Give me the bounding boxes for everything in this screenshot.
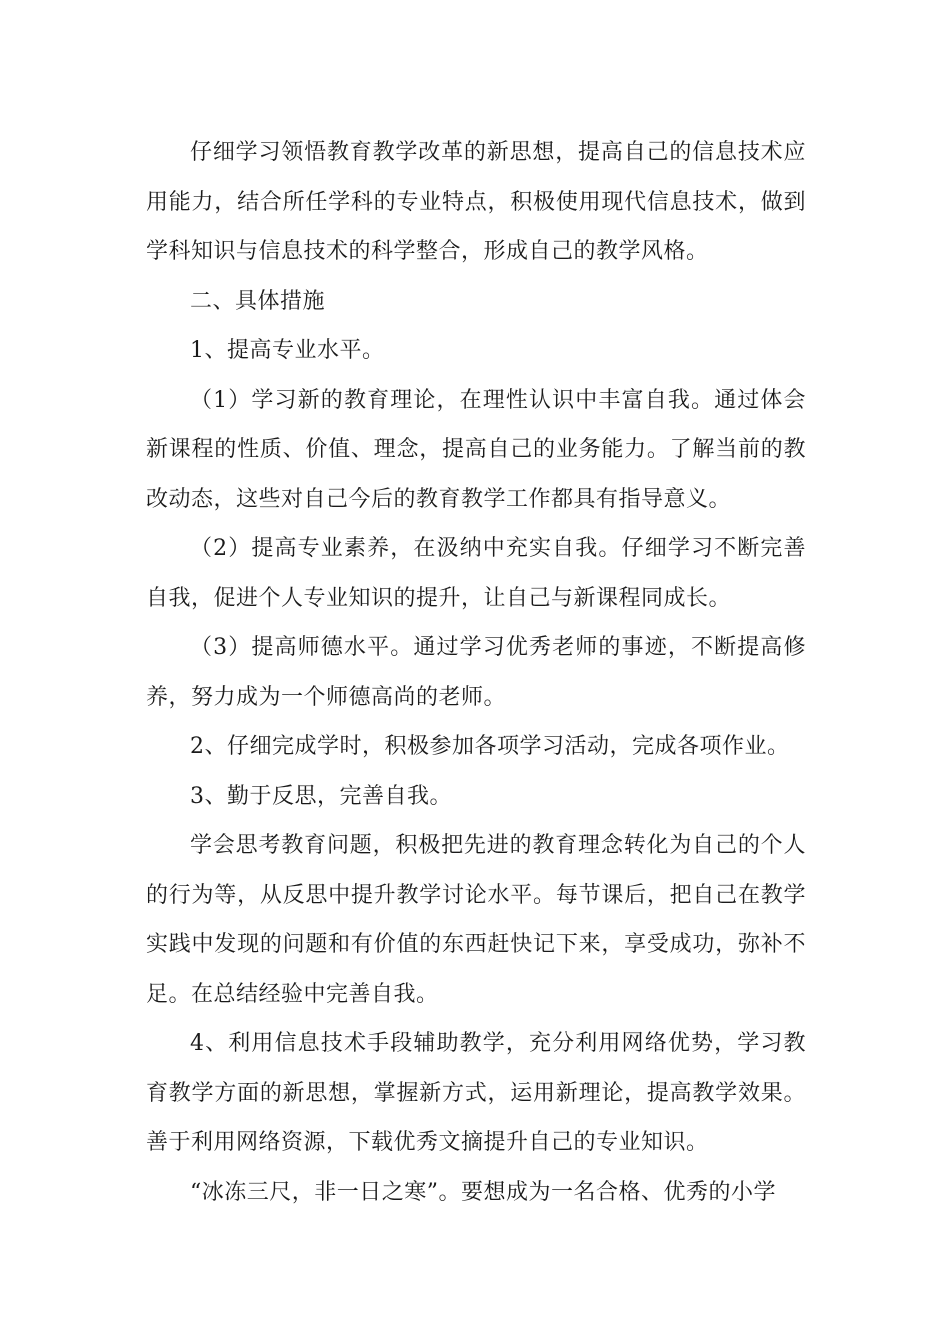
section-heading-measures: 二、具体措施 [190, 288, 326, 314]
subitem-3: （3）提高师德水平。通过学习优秀老师的事迹，不断提高修养，努力成为一个师德高尚的老师。 [146, 635, 806, 710]
subitem-1: （1）学习新的教育理论，在理性认识中丰富自我。通过体会新课程的性质、价值、理念，提高自己的业务能力。了解当前的教改动态，这些对自己今后的教育教学工作都具有指导意义。 [146, 387, 806, 512]
paragraph-closing: “冰冻三尺，非一日之寒”。要想成为一名合格、优秀的小学 [190, 1179, 776, 1205]
paragraph-intro: 仔细学习领悟教育教学改革的新思想，提高自己的信息技术应用能力，结合所任学科的专业特点，积极使用现代信息技术，做到学科知识与信息技术的科学整合，形成自己的教学风格。 [146, 140, 806, 264]
subitem-2: （2）提高专业素养，在汲纳中充实自我。仔细学习不断完善自我，促进个人专业知识的提升，让自己与新课程同成长。 [146, 536, 806, 611]
paragraph-reflection: 学会思考教育问题，积极把先进的教育理念转化为自己的个人的行为等，从反思中提升教学讨论水平。每节课后，把自己在教学实践中发现的问题和有价值的东西赶快记下来，享受成功，弥补不足。在总结经验中完善自我。 [146, 833, 806, 1007]
item-heading-4: 4、利用信息技术手段辅助教学，充分利用网络优势，学习教育教学方面的新思想，掌握新方式，运用新理论，提高教学效果。善于利用网络资源，下载优秀文摘提升自己的专业知识。 [146, 1031, 806, 1155]
item-heading-2: 2、仔细完成学时，积极参加各项学习活动，完成各项作业。 [190, 734, 790, 759]
item-heading-3: 3、勤于反思，完善自我。 [190, 783, 452, 809]
item-heading-1: 1、提高专业水平。 [190, 338, 385, 363]
document-body [146, 128, 806, 1217]
